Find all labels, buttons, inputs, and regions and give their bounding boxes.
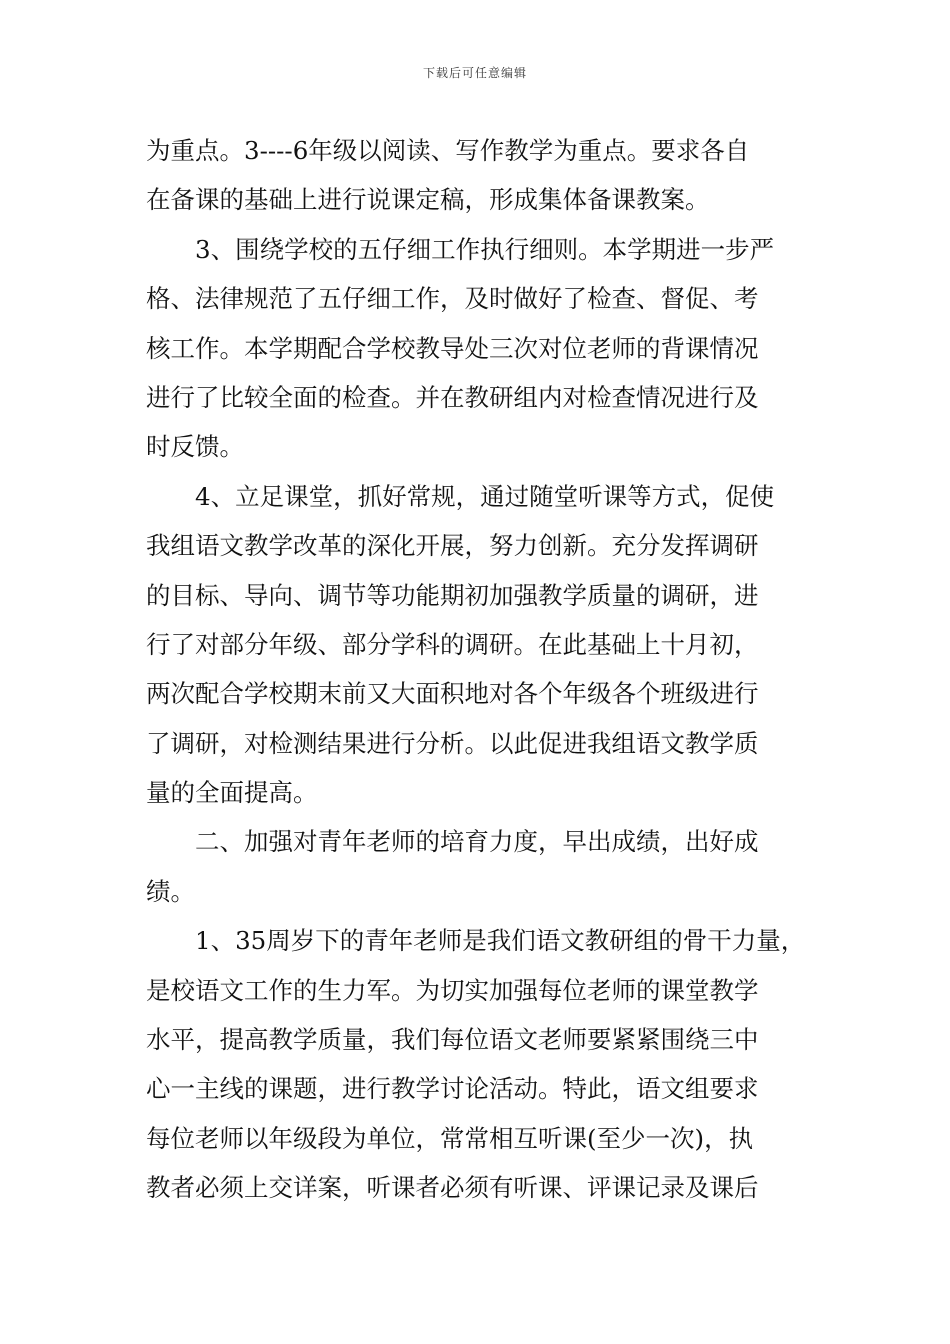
- text-line: 进行了比较全面的检查。并在教研组内对检查情况进行及: [146, 382, 759, 412]
- text-line: 在备课的基础上进行说课定稿，形成集体备课教案。: [146, 185, 710, 215]
- text-line: 的目标、导向、调节等功能期初加强教学质量的调研，进: [146, 580, 759, 610]
- text-line: 教者必须上交详案，听课者必须有听课、评课记录及课后: [146, 1173, 759, 1203]
- text-line: 我组语文教学改革的深化开展，努力创新。充分发挥调研: [146, 531, 759, 561]
- text-line: 1、35周岁下的青年老师是我们语文教研组的骨干力量，: [195, 926, 806, 956]
- text-line: 二、加强对青年老师的培育力度，早出成绩，出好成: [195, 827, 759, 857]
- text-line: 为重点。3----6年级以阅读、写作教学为重点。要求各自: [146, 136, 750, 165]
- text-line: 两次配合学校期末前又大面积地对各个年级各个班级进行: [146, 679, 759, 709]
- page-header: 下载后可任意编辑: [422, 66, 527, 80]
- text-line: 了调研，对检测结果进行分析。以此促进我组语文教学质: [146, 728, 759, 758]
- text-line: 绩。: [146, 876, 195, 906]
- text-line: 每位老师以年级段为单位，常常相互听课(至少一次)，执: [146, 1123, 754, 1153]
- text-line: 时反馈。: [146, 432, 244, 462]
- text-line: 格、法律规范了五仔细工作，及时做好了检查、督促、考: [146, 284, 759, 314]
- text-line: 是校语文工作的生力军。为切实加强每位老师的课堂教学: [146, 975, 759, 1005]
- text-line: 量的全面提高。: [146, 778, 318, 808]
- text-line: 4、立足课堂，抓好常规，通过随堂听课等方式，促使: [195, 481, 775, 511]
- document-body: [146, 126, 816, 1213]
- text-line: 3、围绕学校的五仔细工作执行细则。本学期进一步严: [195, 234, 775, 264]
- text-line: 心一主线的课题，进行教学讨论活动。特此，语文组要求: [146, 1074, 759, 1104]
- text-line: 行了对部分年级、部分学科的调研。在此基础上十月初，: [146, 629, 759, 659]
- text-line: 水平，提高教学质量，我们每位语文老师要紧紧围绕三中: [146, 1025, 759, 1055]
- text-line: 核工作。本学期配合学校教导处三次对位老师的背课情况: [146, 333, 759, 363]
